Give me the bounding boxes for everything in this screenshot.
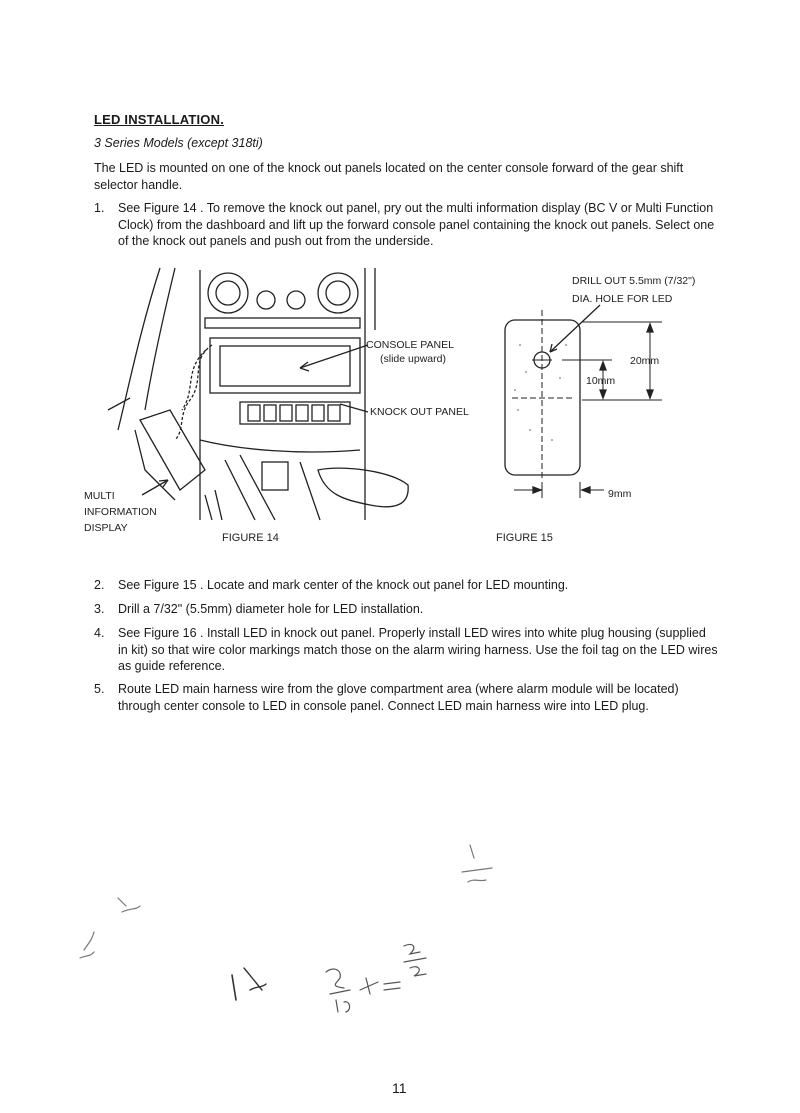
slide-upward-label: (slide upward) (380, 353, 446, 365)
dimension-10mm: 10mm (586, 375, 616, 387)
drill-label-line2: DIA. HOLE FOR LED (572, 293, 673, 305)
step-number: 1. (94, 201, 105, 215)
page-number: 11 (392, 1080, 407, 1096)
dimension-20mm: 20mm (630, 355, 660, 367)
mid-label-line1: MULTI (84, 490, 115, 502)
step-text: See Figure 14 . To remove the knock out panel, pry out the multi information display (BC V or Multi Function Clock) from the dashboard and lift up the forward console panel containing the knock out panels. Select one of the knock out panels and push out from the underside. (118, 201, 715, 248)
figure-14-caption: FIGURE 14 (222, 532, 279, 544)
step-number: 3. (94, 602, 105, 616)
knock-out-panel-label: KNOCK OUT PANEL (370, 406, 469, 418)
dimension-9mm: 9mm (608, 488, 632, 500)
mid-label-line3: DISPLAY (84, 522, 128, 534)
step-number: 5. (94, 682, 105, 696)
section-subheading: 3 Series Models (except 318ti) (94, 136, 263, 150)
step-number: 2. (94, 578, 105, 592)
intro-paragraph: The LED is mounted on one of the knock out panels located on the center console forward of the gear shift selector handle. (94, 161, 684, 192)
step-text: Route LED main harness wire from the glove compartment area (where alarm module will be located) through center console to LED in console panel. Connect LED main harness wire into LED plug. (118, 682, 679, 713)
section-heading: LED INSTALLATION. (94, 112, 225, 127)
console-panel-label: CONSOLE PANEL (366, 339, 454, 351)
drill-label-line1: DRILL OUT 5.5mm (7/32") (572, 275, 696, 287)
mid-label-line2: INFORMATION (84, 506, 157, 518)
step-number: 4. (94, 626, 105, 640)
step-text: Drill a 7/32" (5.5mm) diameter hole for LED installation. (118, 602, 424, 616)
step-text: See Figure 15 . Locate and mark center of the knock out panel for LED mounting. (118, 578, 569, 592)
step-text: See Figure 16 . Install LED in knock out panel. Properly install LED wires into white plug housing (supplied in kit) so that wire color markings match those on the alarm wiring harness. Use the foil tag on the LED wires as guide reference. (118, 626, 718, 673)
figure-15-caption: FIGURE 15 (496, 532, 553, 544)
